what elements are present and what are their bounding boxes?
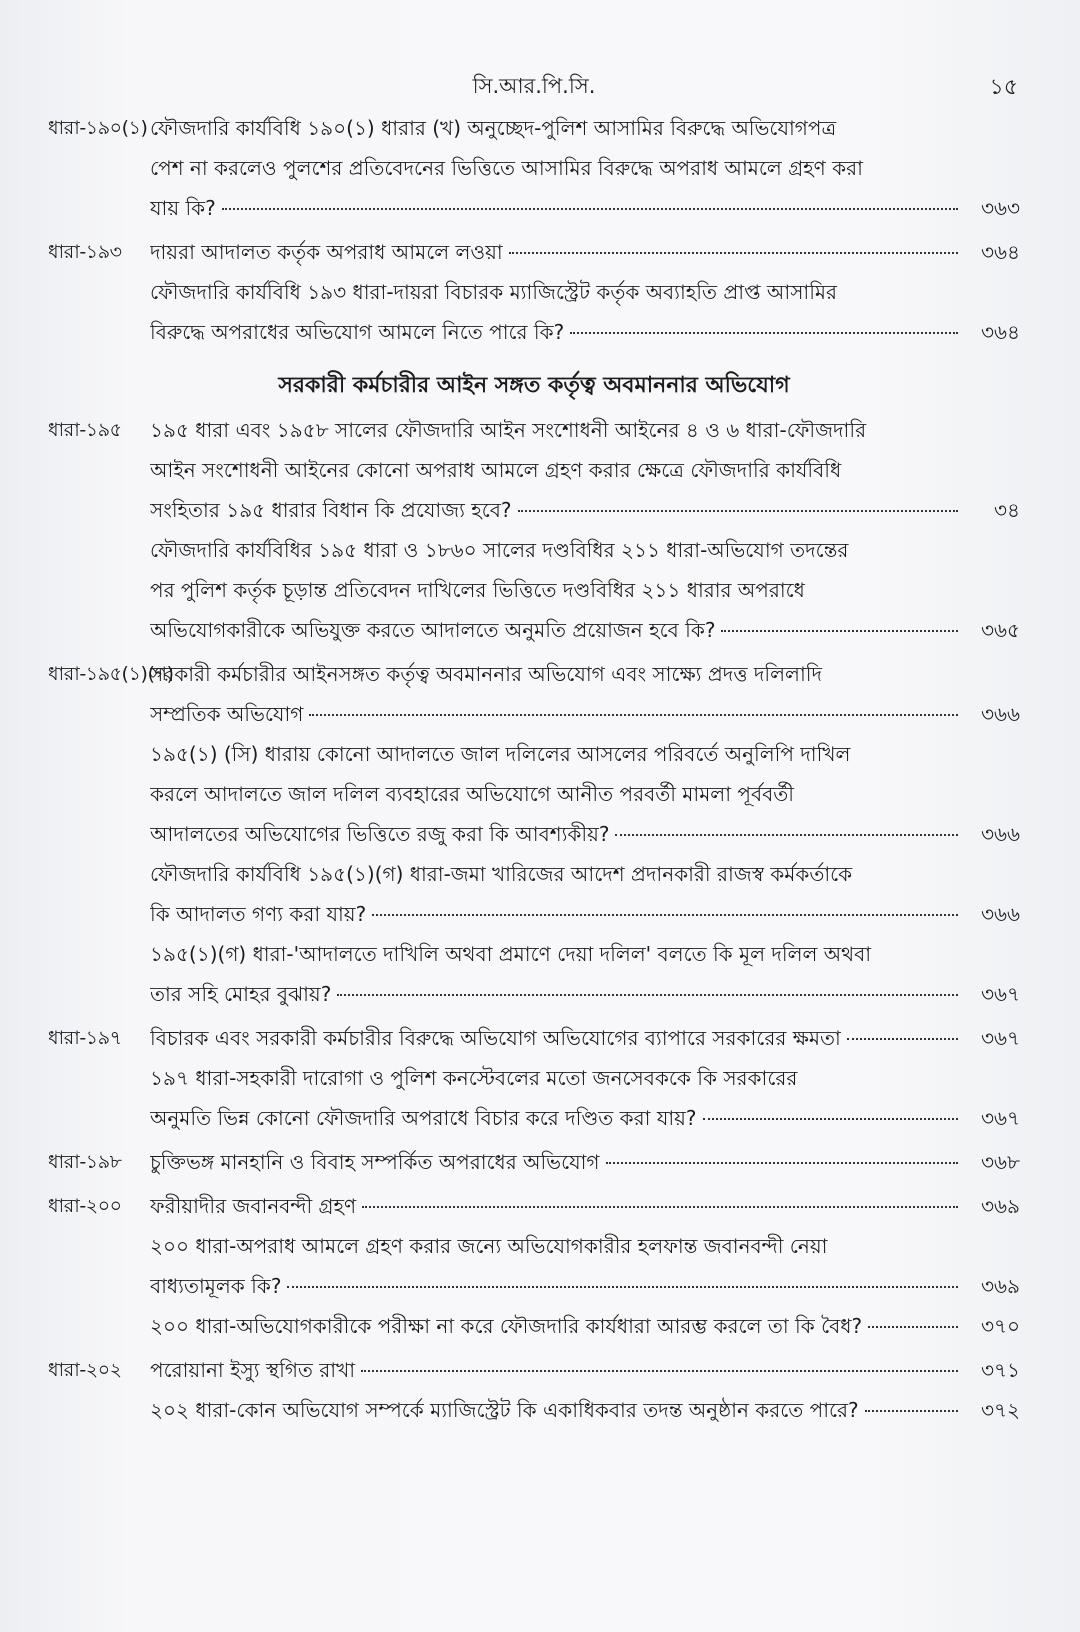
entry-line: [150, 814, 1020, 854]
entry-text: বাধ্যতামূলক কি?: [150, 1274, 282, 1298]
toc-entry: [48, 108, 1020, 228]
entry-body: [150, 854, 1020, 934]
entry-line: [150, 1306, 1020, 1346]
entry-line: [150, 1142, 1020, 1182]
entry-text: ১৯৫(১) (সি) ধারায় কোনো আদালতে জাল দলিলের আসলের পরিবর্তে অনুলিপি দাখিল: [150, 742, 851, 766]
entry-page-number: ৩৭০: [980, 1314, 1020, 1338]
entry-text: ২০২ ধারা-কোন অভিযোগ সম্পর্কে ম্যাজিস্ট্রেট কি একাধিকবার তদন্ত অনুষ্ঠান করতে পারে?: [150, 1398, 859, 1422]
toc-entry: [48, 1018, 1020, 1058]
toc-entry: [48, 1350, 1020, 1390]
entry-line: [150, 1226, 1020, 1266]
entry-body: [150, 1018, 1020, 1058]
entry-text: পর পুলিশ কর্তৃক চূড়ান্ত প্রতিবেদন দাখিলের ভিত্তিতে দণ্ডবিধির ২১১ ধারার অপরাধে: [150, 578, 805, 602]
entry-line: [150, 1390, 1020, 1430]
dot-leader: [362, 1206, 958, 1208]
entry-text: চুক্তিভঙ্গ মানহানি ও বিবাহ সম্পর্কিত অপরাধের অভিযোগ: [150, 1150, 600, 1174]
toc-entry: [48, 530, 1020, 650]
entry-text: তার সহি মোহর বুঝায়?: [150, 982, 332, 1006]
entry-text: সংহিতার ১৯৫ ধারার বিধান কি প্রযোজ্য হবে?: [150, 498, 512, 522]
entry-text: আদালতের অভিযোগের ভিত্তিতে রজু করা কি আবশ্যকীয়?: [150, 822, 610, 846]
dot-leader: [518, 510, 958, 512]
entry-page-number: ৩৬৬: [980, 822, 1020, 846]
toc-entry: [48, 734, 1020, 854]
section-label: ধারা-১৯৭: [48, 1027, 122, 1049]
entry-text: কি আদালত গণ্য করা যায়?: [150, 902, 367, 926]
entry-text: ১৯৫ ধারা এবং ১৯৫৮ সালের ফৌজদারি আইন সংশোধনী আইনের ৪ ও ৬ ধারা-ফৌজদারি: [150, 418, 867, 442]
dot-leader: [309, 714, 958, 716]
entry-line: [150, 1266, 1020, 1306]
section-label: ধারা-১৯৩: [48, 241, 122, 263]
entry-text: দায়রা আদালত কর্তৃক অপরাধ আমলে লওয়া: [150, 240, 503, 264]
entry-body: [150, 1058, 1020, 1138]
entry-body: [150, 232, 1020, 272]
entry-text: সম্প্রতিক অভিযোগ: [150, 702, 304, 726]
entry-text: সরকারী কর্মচারীর আইনসঙ্গত কর্তৃত্ব অবমাননার অভিযোগ এবং সাক্ষ্যে প্রদত্ত দলিলাদি: [150, 662, 822, 686]
entry-text: ফৌজদারি কার্যবিধি ১৯৫(১)(গ) ধারা-জমা খারিজের আদেশ প্রদানকারী রাজস্ব কর্মকর্তাকে: [150, 862, 853, 886]
entry-body: [150, 1226, 1020, 1306]
toc-entry: [48, 854, 1020, 934]
entry-body: [150, 530, 1020, 650]
entry-line: [150, 854, 1020, 894]
entry-body: [150, 654, 1020, 734]
entry-line: [150, 272, 1020, 312]
toc-entry: [48, 1186, 1020, 1226]
dot-leader: [509, 252, 958, 254]
entry-page-number: ৩৭১: [981, 1358, 1020, 1382]
entry-line: [150, 490, 1020, 530]
dot-leader: [703, 1118, 958, 1120]
section-label: ধারা-১৯৫(১)(গ): [48, 663, 174, 685]
entry-line: [150, 570, 1020, 610]
entry-page-number: ৩৪: [994, 498, 1020, 522]
toc-entry: [48, 654, 1020, 734]
dot-leader: [361, 1370, 958, 1372]
entry-text: ১৯৫(১)(গ) ধারা-'আদালতে দাখিলি অথবা প্রমাণে দেয়া দলিল' বলতে কি মূল দলিল অথবা: [150, 942, 871, 966]
entry-line: [150, 410, 1020, 450]
section-label: ধারা-২০২: [48, 1359, 122, 1381]
entry-line: [150, 1018, 1020, 1058]
entry-line: [150, 1058, 1020, 1098]
toc-entry: [48, 1226, 1020, 1306]
dot-leader: [287, 1286, 958, 1288]
entry-page-number: ৩৬৮: [981, 1150, 1020, 1174]
entry-line: [150, 654, 1020, 694]
entry-page-number: ৩৬৬: [980, 902, 1020, 926]
dot-leader: [615, 834, 958, 836]
entry-text: ১৯৭ ধারা-সহকারী দারোগা ও পুলিশ কনস্টেবলের মতো জনসেবককে কি সরকারের: [150, 1066, 798, 1090]
entry-page-number: ৩৬৭: [980, 1106, 1020, 1130]
entry-line: [150, 934, 1020, 974]
entry-body: [150, 272, 1020, 352]
entry-text: ২০০ ধারা-অপরাধ আমলে গ্রহণ করার জন্যে অভিযোগকারীর হলফান্ত জবানবন্দী নেয়া: [150, 1234, 828, 1258]
entry-text: অনুমতি ভিন্ন কোনো ফৌজদারি অপরাধে বিচার করে দণ্ডিত করা যায়?: [150, 1106, 697, 1130]
section-label: ধারা-১৯৮: [48, 1151, 122, 1173]
entry-line: [150, 694, 1020, 734]
dot-leader: [865, 1410, 958, 1412]
entry-text: ফরীয়াদীর জবানবন্দী গ্রহণ: [150, 1194, 357, 1218]
dot-leader: [868, 1326, 958, 1328]
entry-line: [150, 530, 1020, 570]
toc-entry: [48, 934, 1020, 1014]
entry-body: [150, 410, 1020, 530]
entry-line: [150, 450, 1020, 490]
entry-text: পেশ না করলেও পুলশের প্রতিবেদনের ভিত্তিতে আসামির বিরুদ্ধে অপরাধ আমলে গ্রহণ করা: [150, 156, 863, 180]
entry-line: [150, 894, 1020, 934]
entry-body: [150, 1186, 1020, 1226]
entry-line: [150, 188, 1020, 228]
section-label: ধারা-১৯০(১): [48, 117, 148, 139]
entry-text: ফৌজদারি কার্যবিধির ১৯৫ ধারা ও ১৮৬০ সালের দণ্ডবিধির ২১১ ধারা-অভিযোগ তদন্তের: [150, 538, 849, 562]
entry-body: [150, 1350, 1020, 1390]
dot-leader: [337, 994, 958, 996]
entry-line: [150, 610, 1020, 650]
entry-line: [150, 1186, 1020, 1226]
toc-entry: [48, 232, 1020, 272]
section-heading: সরকারী কর্মচারীর আইন সঙ্গত কর্তৃত্ব অবমাননার অভিযোগ: [278, 373, 790, 398]
entry-line: [150, 974, 1020, 1014]
entry-line: [150, 108, 1020, 148]
toc-entry: [48, 272, 1020, 352]
entry-line: [150, 774, 1020, 814]
entry-line: [150, 1350, 1020, 1390]
entry-text: ২০০ ধারা-অভিযোগকারীকে পরীক্ষা না করে ফৌজদারি কার্যধারা আরম্ভ করলে তা কি বৈধ?: [150, 1314, 863, 1338]
entry-line: [150, 312, 1020, 352]
entry-body: [150, 1142, 1020, 1182]
entry-page-number: ৩৬৫: [981, 618, 1020, 642]
dot-leader: [606, 1162, 958, 1164]
entry-body: [150, 934, 1020, 1014]
entry-page-number: ৩৬৪: [981, 240, 1020, 264]
entry-page-number: ৩৬৭: [980, 1026, 1020, 1050]
toc-entry: [48, 1142, 1020, 1182]
entry-page-number: ৩৬৭: [980, 982, 1020, 1006]
running-title: সি.আর.পি.সি.: [472, 74, 596, 98]
dot-leader: [721, 630, 958, 632]
page-number: ১৫: [989, 75, 1018, 100]
toc-entry: [48, 410, 1020, 530]
entry-text: বিরুদ্ধে অপরাধের অভিযোগ আমলে নিতে পারে কি?: [150, 320, 565, 344]
entry-body: [150, 108, 1020, 228]
entry-line: [150, 232, 1020, 272]
running-header: [48, 62, 1020, 102]
dot-leader: [570, 332, 958, 334]
entry-line: [150, 1098, 1020, 1138]
toc-entry: [48, 1306, 1020, 1346]
entry-text: করলে আদালতে জাল দলিল ব্যবহারের অভিযোগে আনীত পরবর্তী মামলা পূর্ববর্তী: [150, 782, 794, 806]
entry-line: [150, 148, 1020, 188]
table-of-contents: [48, 108, 1020, 1430]
entry-text: অভিযোগকারীকে অভিযুক্ত করতে আদালতে অনুমতি প্রয়োজন হবে কি?: [150, 618, 716, 642]
entry-text: আইন সংশোধনী আইনের কোনো অপরাধ আমলে গ্রহণ করার ক্ষেত্রে ফৌজদারি কার্যবিধি: [150, 458, 842, 482]
entry-text: পরোয়ানা ইস্যু স্থগিত রাখা: [150, 1358, 356, 1382]
entry-page-number: ৩৭২: [980, 1398, 1020, 1422]
entry-text: যায় কি?: [150, 196, 216, 220]
entry-text: বিচারক এবং সরকারী কর্মচারীর বিরুদ্ধে অভিযোগ অভিযোগের ব্যাপারে সরকারের ক্ষমতা: [150, 1026, 841, 1050]
section-label: ধারা-২০০: [48, 1195, 122, 1217]
entry-body: [150, 734, 1020, 854]
section-label: ধারা-১৯৫: [48, 419, 122, 441]
entry-page-number: ৩৬৬: [980, 702, 1020, 726]
entry-page-number: ৩৬৯: [981, 1274, 1020, 1298]
dot-leader: [847, 1038, 958, 1040]
entry-line: [150, 734, 1020, 774]
dot-leader: [372, 914, 958, 916]
toc-entry: [48, 1390, 1020, 1430]
entry-page-number: ৩৬৯: [981, 1194, 1020, 1218]
dot-leader: [222, 208, 958, 210]
toc-entry: [48, 1058, 1020, 1138]
entry-page-number: ৩৬৩: [980, 196, 1020, 220]
entry-page-number: ৩৬৪: [981, 320, 1020, 344]
entry-body: [150, 1390, 1020, 1430]
entry-text: ফৌজদারি কার্যবিধি ১৯০(১) ধারার (খ) অনুচ্ছেদ-পুলিশ আসামির বিরুদ্ধে অভিযোগপত্র: [150, 116, 837, 140]
entry-text: ফৌজদারি কার্যবিধি ১৯৩ ধারা-দায়রা বিচারক ম্যাজিস্ট্রেট কর্তৃক অব্যাহতি প্রাপ্ত আসামির: [150, 280, 838, 304]
entry-body: [150, 1306, 1020, 1346]
